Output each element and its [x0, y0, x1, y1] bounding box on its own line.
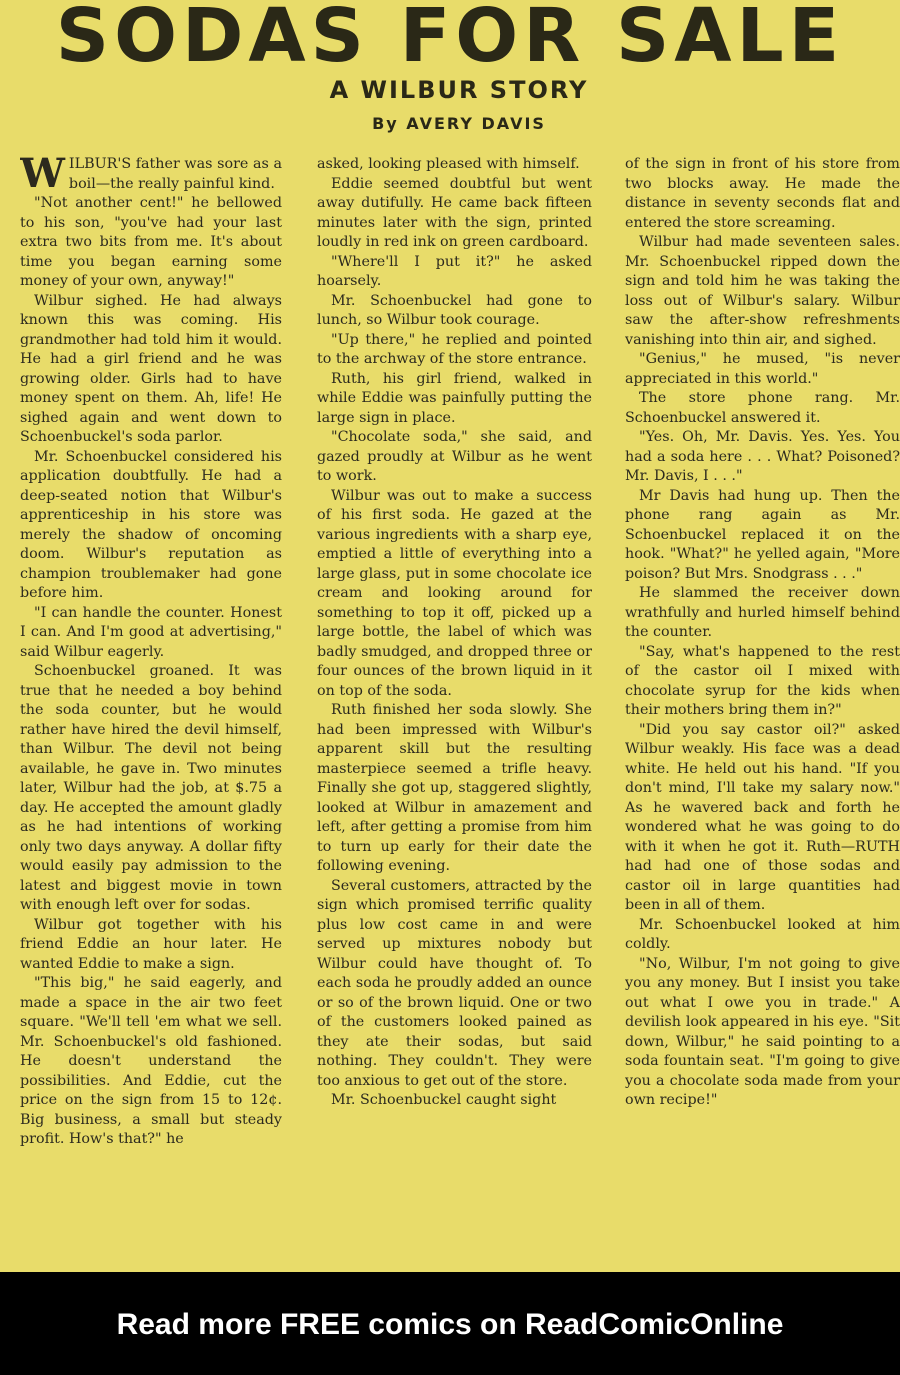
paragraph: "Yes. Oh, Mr. Davis. Yes. Yes. You had a soda here . . . What? Poisoned? Mr. Davis, I . . ." [625, 429, 900, 484]
article-byline: By AVERY DAVIS [372, 114, 546, 133]
article-title: SODAS FOR SALE [55, 0, 845, 79]
paragraph: Mr. Schoenbuckel considered his application doubtfully. He had a deep-seated notion that Wilbur's apprenticeship in his store was merely the shadow of oncoming doom. Wilbur's reputation as champion troublemaker had gone before him. [20, 448, 282, 601]
paragraph-text: ILBUR'S father was sore as a boil—the really painful kind. [68, 156, 282, 192]
paragraph: "Say, what's happened to the rest of the castor oil I mixed with chocolate syrup for the kids when their mothers bring them in?" [625, 643, 900, 718]
article-column-3 [625, 155, 900, 1265]
paragraph: Wilbur got together with his friend Eddie an hour later. He wanted Eddie to make a sign. [20, 916, 282, 972]
paragraph: "Genius," he mused, "is never appreciated in this world." [625, 351, 900, 387]
article-column-1 [20, 155, 282, 1265]
paragraph: "Where'll I put it?" he asked hoarsely. [317, 253, 592, 289]
paragraph: asked, looking pleased with himself. [317, 156, 580, 172]
paragraph: Wilbur was out to make a success of his first soda. He gazed at the various ingredients with a sharp eye, emptied a little of everything into a large glass, put in some chocolate ice cream and looking around for something to top it off, picked up a large bottle, the label of which was badly smudged, and dropped three or four ounces of the brown liquid in it on top of the soda. [317, 487, 592, 699]
paragraph: Mr. Schoenbuckel caught sight [331, 1092, 557, 1108]
paragraph: Mr. Schoenbuckel had gone to lunch, so Wilbur took courage. [317, 292, 592, 328]
paragraph: of the sign in front of his store from two blocks away. He made the distance in seventy seconds flat and entered the store screaming. [625, 156, 900, 231]
paragraph: "I can handle the counter. Honest I can. And I'm good at advertising," said Wilbur eagerly. [20, 604, 282, 660]
article-column-2 [317, 155, 592, 1265]
footer-banner-link[interactable]: Read more FREE comics on ReadComicOnline [116, 1308, 784, 1341]
paragraph: "No, Wilbur, I'm not going to give you any money. But I insist you take out what I owe you in trade." A devilish look appeared in his eye. "Sit down, Wilbur," he said pointing to a soda fountain seat. "I'm going to give you a chocolate soda made from your own recipe!" [625, 955, 900, 1108]
paragraph: "Chocolate soda," she said, and gazed proudly at Wilbur as he went to work. [317, 429, 592, 484]
paragraph: Eddie seemed doubtful but went away dutifully. He came back fifteen minutes later with the sign, printed loudly in red ink on green cardboard. [317, 175, 592, 250]
paragraph: Mr Davis had hung up. Then the phone rang again as Mr. Schoenbuckel replaced it on the hook. "What?" he yelled again, "More poison? But Mrs. Snodgrass . . ." [625, 487, 900, 582]
article-subtitle: A WILBUR STORY [329, 76, 589, 104]
paragraph: Several customers, attracted by the sign which promised terrific quality plus low cost came in and were served up mixtures nobody but Wilbur could have thought of. To each soda he proudly added an ounce or so of the brown liquid. One or two of the customers looked pained as they ate their sodas, but said nothing. They couldn't. They were too anxious to get out of the store. [317, 877, 592, 1089]
paragraph: "This big," he said eagerly, and made a space in the air two feet square. "We'll tell 'em what we sell. Mr. Schoenbuckel's old fashioned. He doesn't understand the possibilities. And Eddie, cut the price on the sign from 15 to 12¢. Big business, a small but steady profit. How's that?" he [20, 975, 282, 1147]
paragraph: He slammed the receiver down wrathfully and hurled himself behind the counter. [625, 585, 900, 640]
paragraph: "Up there," he replied and pointed to the archway of the store entrance. [317, 331, 592, 367]
paragraph: Wilbur sighed. He had always known this was coming. His grandmother had told him it would. He had a girl friend and he was growing older. Girls had to have money spent on them. Ah, life! He sighed again and went down to Schoenbuckel's soda parlor. [20, 292, 282, 445]
paragraph [20, 155, 282, 197]
paragraph: "Not another cent!" he bellowed to his son, "you've had your last extra two bits from me. It's about time you began earning some money of your own, anyway!" [20, 195, 282, 289]
paragraph: Mr. Schoenbuckel looked at him coldly. [625, 916, 900, 952]
paragraph: The store phone rang. Mr. Schoenbuckel answered it. [625, 390, 900, 426]
drop-cap: W [20, 155, 65, 197]
paragraph: Schoenbuckel groaned. It was true that he needed a boy behind the soda counter, but he would rather have hired the devil himself, than Wilbur. The devil not being available, he gave in. Two minutes later, Wilbur had the job, at $.75 a day. He accepted the amount gladly as he had intentions of working only two days anyway. A dollar fifty would easily pay admission to the latest and biggest movie in town with enough left over for sodas. [20, 663, 282, 913]
paragraph: Wilbur had made seventeen sales. Mr. Schoenbuckel ripped down the sign and told him he was taking the loss out of Wilbur's salary. Wilbur saw the after-show refreshments vanishing into thin air, and sighed. [625, 234, 900, 348]
paragraph: Ruth finished her soda slowly. She had been impressed with Wilbur's apparent skill but the resulting masterpiece seemed a trifle heavy. Finally she got up, staggered slightly, looked at Wilbur in amazement and left, after getting a promise from him to turn up early for their date the following evening. [317, 702, 592, 874]
paragraph: "Did you say castor oil?" asked Wilbur weakly. His face was a dead white. He held out his hand. "If you don't mind, I'll take my salary now." As he wavered back and forth he wondered what he was going to do with it when he got it. Ruth—RUTH had had one of those sodas and castor oil in large quantities had been in all of them. [625, 721, 900, 913]
paragraph: Ruth, his girl friend, walked in while Eddie was painfully putting the large sign in place. [317, 370, 592, 426]
